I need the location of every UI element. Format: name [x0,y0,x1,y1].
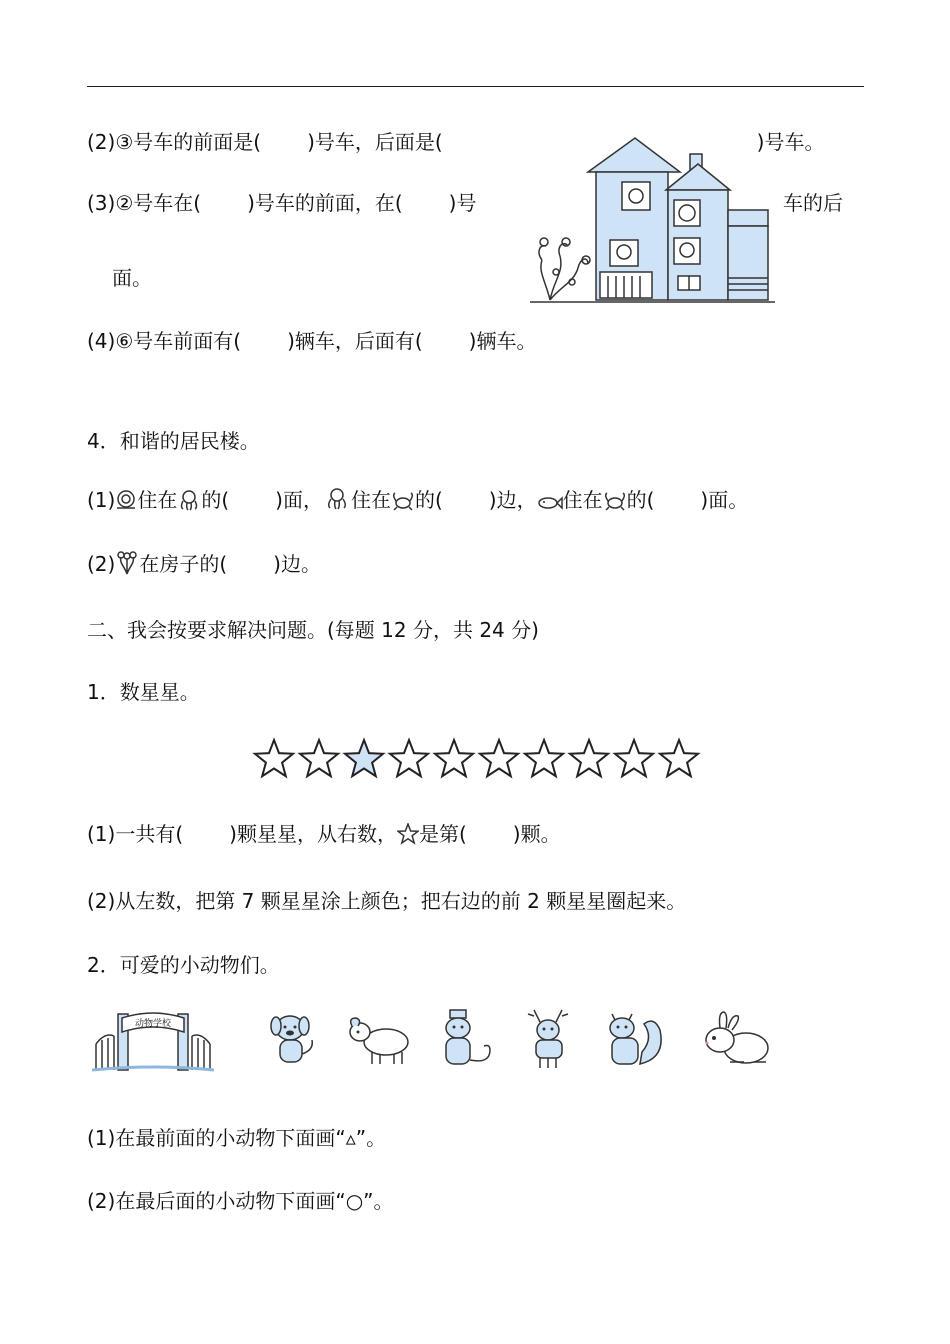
stars-title: 1．数星星。 [87,680,200,704]
question-2: (2)③号车的前面是( )号车，后面是( )号车。 [87,130,825,154]
sheep-icon [344,1014,414,1068]
star-icon [525,740,563,776]
part-2-heading: 二、我会按要求解决问题。(每题 12 分，共 24 分) [87,618,539,642]
deer-icon [526,1008,574,1070]
octopus-icon [177,489,201,511]
question-3-continued: 车的后 [783,191,843,215]
animals-question-2: (2)在最后面的小动物下面画“○”。 [87,1189,394,1213]
star-icon [255,740,293,776]
stars-question-2: (2)从左数，把第 7 颗星星涂上颜色；把右边的前 2 颗星星圈起来。 [87,889,687,913]
star-row [252,736,702,782]
puppy-icon [268,1010,320,1068]
star-icon [435,740,473,776]
animals-title: 2．可爱的小动物们。 [87,953,280,977]
crab-icon [391,491,415,511]
top-rule [87,86,864,87]
animal-school-gate [92,1004,214,1074]
star-icon [397,823,419,845]
star-icon [660,740,698,776]
squirrel-icon [604,1008,666,1070]
question-3: (3)②号车在( )号车的前面，在( )号 [87,191,477,215]
cat-icon [436,1008,496,1070]
section-4-question-1: (1) 住在 的( )面， 住在 的( )边， 住在 的( )面。 [87,488,749,512]
rabbit-icon [694,1010,774,1068]
question-3-end: 面。 [112,266,152,290]
snail-icon [115,489,137,511]
star-icon [480,740,518,776]
coral-icon [539,238,590,300]
animals-question-1: (1)在最前面的小动物下面画“▵”。 [87,1126,387,1150]
star-icon [300,740,338,776]
star-icon [390,740,428,776]
star-icon [570,740,608,776]
crab-icon [603,491,627,511]
question-4: (4)⑥号车前面有( )辆车，后面有( )辆车。 [87,329,537,353]
section-4-title: 4．和谐的居民楼。 [87,429,260,453]
stars-question-1: (1)一共有( )颗星星，从右数， 是第( )颗。 [87,822,561,846]
fish-icon [537,493,563,511]
house-illustration [530,132,775,304]
octopus-icon [323,487,351,511]
coral-icon [115,549,139,575]
gate-sign-text: 动物学校 [134,1019,172,1029]
star-icon [345,740,383,776]
section-4-question-2: (2) 在房子的( )边。 [87,549,321,578]
star-icon [615,740,653,776]
